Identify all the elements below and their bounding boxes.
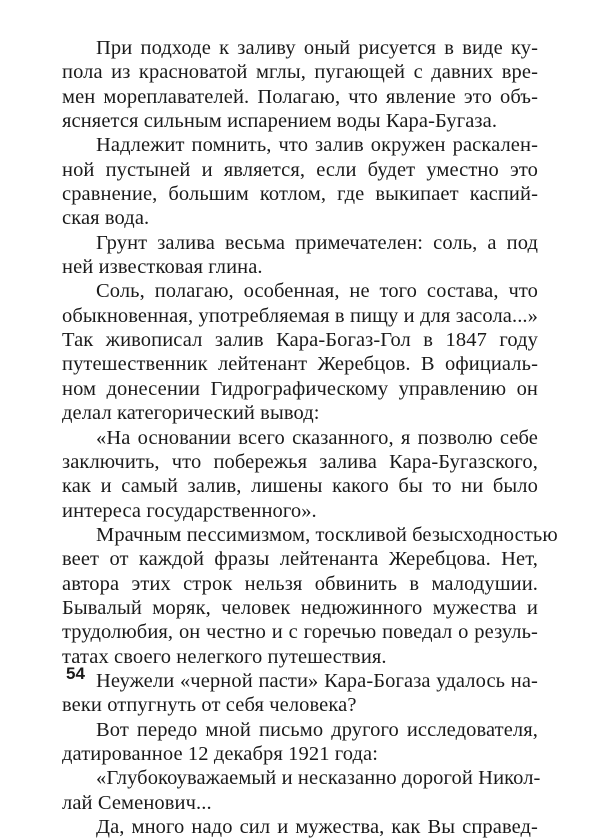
text-line: лай Семенович... [62,791,212,814]
text-line: «Глубокоуважаемый и несказанно дорогой Никол- [96,767,541,790]
text-line: Надлежит помнить, что залив окружен раскален- [96,134,538,157]
text-line: трудолюбия, он честно и с горечью поведал о резуль- [62,621,538,644]
text-line: обыкновенная, употребляемая в пищу и для засола...» [62,304,538,327]
text-line: Мрачным пессимизмом, тоскливой безысходностью [96,523,558,546]
text-line: При подходе к заливу оный рисуется в виде ку- [96,37,538,59]
text-line: Да, много надо сил и мужества, как Вы справед- [96,816,538,838]
text-line: сравнение, большим котлом, где выкипает каспий- [62,183,538,206]
text-line: ной пустыней и является, если будет уместно это [62,158,538,181]
text-line: ном донесении Гидрографическому управлению он [62,377,538,400]
text-line: веки отпугнуть от себя человека? [62,694,357,717]
page-number: 54 [66,664,85,683]
text-line: автора этих строк нельзя обвинить в малодушии. [62,572,538,595]
text-line: ская вода. [62,207,150,230]
text-line: Грунт залива весьма примечателен: соль, а под [96,231,538,254]
text-line: Так живописал залив Кара-Богаз-Гол в 1847 году [62,329,538,352]
text-line: датированное 12 декабря 1921 года: [62,742,379,765]
text-line: интереса государственного». [62,499,317,522]
text-line: Вот передо мной письмо другого исследователя, [96,718,538,741]
text-line: путешественник лейтенант Жеребцов. В официаль- [62,353,538,376]
text-line: Соль, полагаю, особенная, не того состава, что [96,280,538,303]
text-line: ясняется сильным испарением воды Кара-Бугаза. [62,110,498,133]
text-line: веет от каждой фразы лейтенанта Жеребцова. Нет, [62,548,538,571]
page-body [62,36,558,839]
text-line: мен мореплавателей. Полагаю, что явление это объ- [62,85,538,108]
text-line: «На основании всего сказанного, я позволю себе [96,426,538,449]
text-line: как и самый залив, лишены какого бы то ни было [62,475,538,498]
text-line: Бывалый моряк, человек недюжинного мужества и [62,596,538,619]
text-line: Неужели «черной пасти» Кара-Богаза удалось на- [96,669,538,692]
text-line: пола из красноватой мглы, пугающей с давних вре- [62,61,538,84]
text-line: татах своего нелегкого путешествия. [62,645,387,668]
text-line: ней известковая глина. [62,256,263,279]
text-line: делал категорический вывод: [62,402,320,425]
text-line: заключить, что побережья залива Кара-Бугазского, [62,450,538,473]
